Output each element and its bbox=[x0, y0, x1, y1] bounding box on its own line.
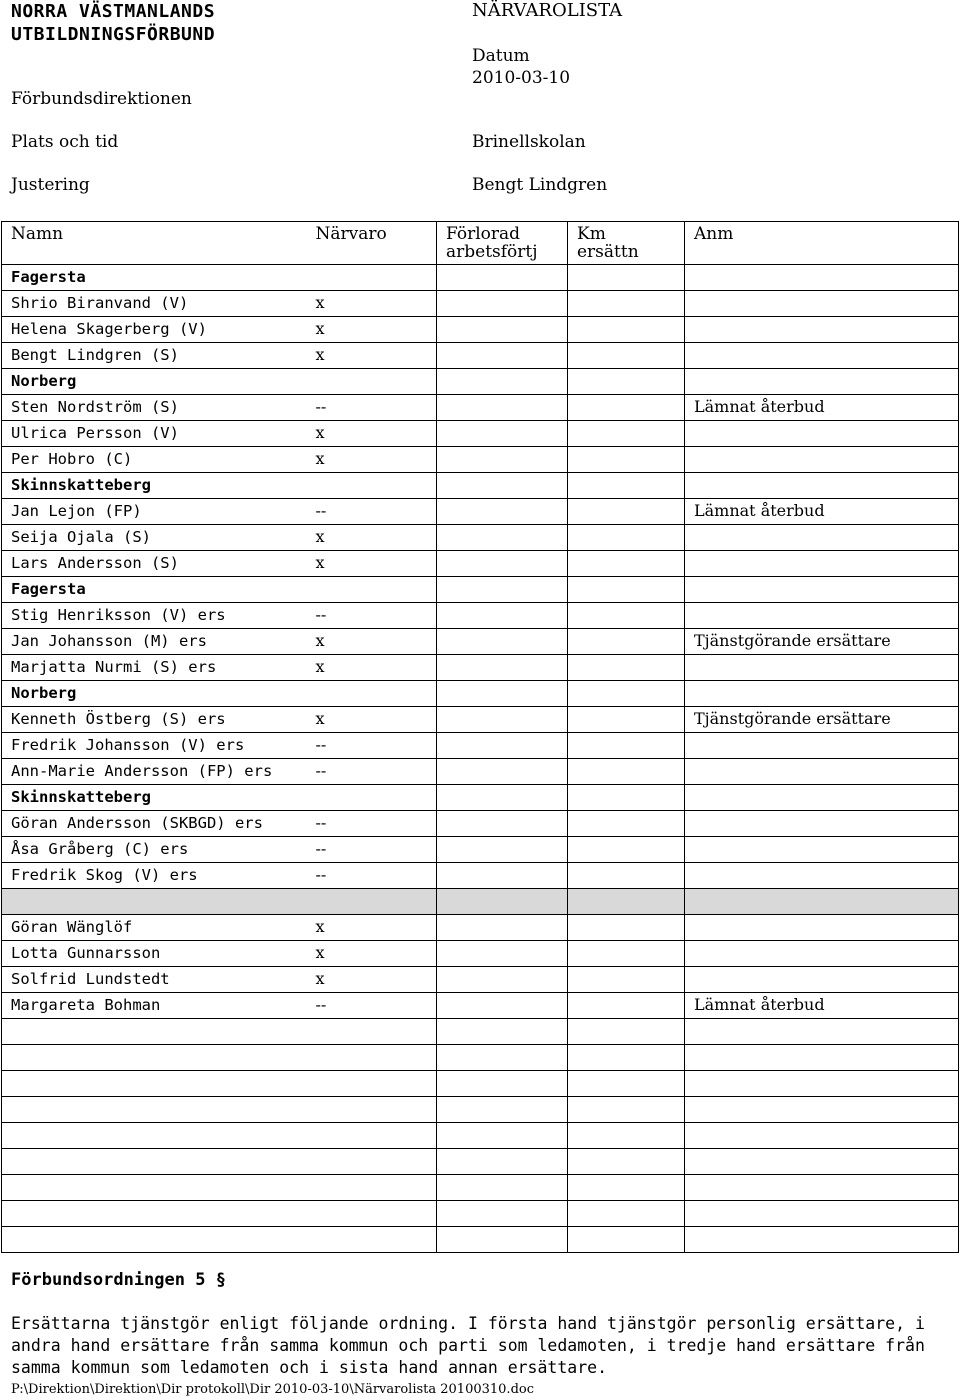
table-row bbox=[2, 291, 959, 317]
remarks-cell bbox=[685, 421, 959, 447]
mileage-cell bbox=[568, 967, 685, 993]
presence-cell bbox=[307, 681, 437, 707]
mileage-cell bbox=[568, 447, 685, 473]
mileage-cell bbox=[568, 707, 685, 733]
attendance-table-body bbox=[2, 222, 959, 1253]
lost-earnings-cell bbox=[437, 577, 568, 603]
presence-cell: x bbox=[307, 421, 437, 447]
mileage-cell bbox=[568, 421, 685, 447]
name-cell: Göran Andersson (SKBGD) ers bbox=[2, 811, 307, 837]
mileage-cell bbox=[568, 837, 685, 863]
rules-heading: Förbundsordningen 5 § bbox=[11, 1270, 226, 1290]
name-cell: Skinnskatteberg bbox=[2, 785, 307, 811]
lost-earnings-cell bbox=[437, 317, 568, 343]
presence-cell bbox=[307, 473, 437, 499]
presence-cell bbox=[307, 889, 437, 915]
remarks-cell: Tjänstgörande ersättare bbox=[685, 629, 959, 655]
remarks-cell bbox=[685, 759, 959, 785]
presence-cell bbox=[307, 1175, 437, 1201]
presence-cell bbox=[307, 1123, 437, 1149]
column-header-mileage-line-1: Km bbox=[577, 224, 606, 244]
remarks-cell bbox=[685, 655, 959, 681]
presence-cell: x bbox=[307, 525, 437, 551]
table-row bbox=[2, 811, 959, 837]
lost-earnings-cell bbox=[437, 837, 568, 863]
table-row bbox=[2, 1097, 959, 1123]
presence-cell: -- bbox=[307, 499, 437, 525]
lost-earnings-cell bbox=[437, 1097, 568, 1123]
mileage-cell bbox=[568, 759, 685, 785]
lost-earnings-cell bbox=[437, 759, 568, 785]
org-name-line-2: UTBILDNINGSFÖRBUND bbox=[11, 24, 216, 45]
presence-cell: -- bbox=[307, 993, 437, 1019]
lost-earnings-cell bbox=[437, 889, 568, 915]
lost-earnings-cell bbox=[437, 785, 568, 811]
presence-cell bbox=[307, 577, 437, 603]
remarks-cell bbox=[685, 1227, 959, 1253]
remarks-cell bbox=[685, 733, 959, 759]
presence-cell: x bbox=[307, 967, 437, 993]
name-cell: Solfrid Lundstedt bbox=[2, 967, 307, 993]
presence-cell bbox=[307, 1071, 437, 1097]
mileage-cell bbox=[568, 655, 685, 681]
mileage-cell bbox=[568, 993, 685, 1019]
presence-cell: x bbox=[307, 551, 437, 577]
name-cell: Fredrik Skog (V) ers bbox=[2, 863, 307, 889]
name-cell: Stig Henriksson (V) ers bbox=[2, 603, 307, 629]
lost-earnings-cell bbox=[437, 265, 568, 291]
name-cell bbox=[2, 1175, 307, 1201]
rules-text: Ersättarna tjänstgör enligt följande ordning. I första hand tjänstgör personlig ersättare, i andra hand ersättare från samma kommun och parti som ledamoten, i tredje hand ersättare från samma kommun som ledamoten och i sista hand annan ersättare. bbox=[11, 1314, 925, 1377]
remarks-cell bbox=[685, 551, 959, 577]
lost-earnings-cell bbox=[437, 863, 568, 889]
remarks-cell bbox=[685, 915, 959, 941]
lost-earnings-cell bbox=[437, 1019, 568, 1045]
name-cell: Åsa Gråberg (C) ers bbox=[2, 837, 307, 863]
presence-cell: x bbox=[307, 447, 437, 473]
name-cell: Skinnskatteberg bbox=[2, 473, 307, 499]
lost-earnings-cell bbox=[437, 551, 568, 577]
lost-earnings-cell bbox=[437, 993, 568, 1019]
table-row bbox=[2, 863, 959, 889]
remarks-cell bbox=[685, 1045, 959, 1071]
lost-earnings-cell bbox=[437, 1149, 568, 1175]
adjuster-label: Justering bbox=[11, 175, 90, 195]
name-cell: Norberg bbox=[2, 369, 307, 395]
table-row bbox=[2, 421, 959, 447]
remarks-cell bbox=[685, 265, 959, 291]
mileage-cell bbox=[568, 915, 685, 941]
remarks-cell: Lämnat återbud bbox=[685, 499, 959, 525]
name-cell: Per Hobro (C) bbox=[2, 447, 307, 473]
table-row bbox=[2, 317, 959, 343]
group-header-row bbox=[2, 681, 959, 707]
lost-earnings-cell bbox=[437, 525, 568, 551]
lost-earnings-cell bbox=[437, 343, 568, 369]
remarks-cell bbox=[685, 1123, 959, 1149]
mileage-cell bbox=[568, 1175, 685, 1201]
remarks-cell bbox=[685, 603, 959, 629]
group-header-row bbox=[2, 473, 959, 499]
table-row bbox=[2, 551, 959, 577]
mileage-cell bbox=[568, 525, 685, 551]
mileage-cell bbox=[568, 811, 685, 837]
table-row bbox=[2, 343, 959, 369]
lost-earnings-cell bbox=[437, 707, 568, 733]
mileage-cell bbox=[568, 1201, 685, 1227]
name-cell: Lotta Gunnarsson bbox=[2, 941, 307, 967]
lost-earnings-cell bbox=[437, 1201, 568, 1227]
presence-cell: x bbox=[307, 655, 437, 681]
presence-cell: -- bbox=[307, 395, 437, 421]
table-row bbox=[2, 941, 959, 967]
mileage-cell bbox=[568, 629, 685, 655]
name-cell: Göran Wänglöf bbox=[2, 915, 307, 941]
lost-earnings-cell bbox=[437, 291, 568, 317]
lost-earnings-cell bbox=[437, 629, 568, 655]
table-row bbox=[2, 655, 959, 681]
name-cell bbox=[2, 1071, 307, 1097]
remarks-cell bbox=[685, 785, 959, 811]
mileage-cell bbox=[568, 889, 685, 915]
column-header-lost-earnings-line-2: arbetsförtj bbox=[446, 242, 538, 262]
remarks-cell bbox=[685, 811, 959, 837]
lost-earnings-cell bbox=[437, 1045, 568, 1071]
name-cell: Lars Andersson (S) bbox=[2, 551, 307, 577]
presence-cell bbox=[307, 1045, 437, 1071]
remarks-cell bbox=[685, 343, 959, 369]
attendance-table bbox=[1, 221, 959, 1253]
body-name: Förbundsdirektionen bbox=[11, 89, 192, 109]
presence-cell bbox=[307, 369, 437, 395]
remarks-cell: Lämnat återbud bbox=[685, 993, 959, 1019]
mileage-cell bbox=[568, 681, 685, 707]
presence-cell: -- bbox=[307, 733, 437, 759]
presence-cell bbox=[307, 1227, 437, 1253]
lost-earnings-cell bbox=[437, 941, 568, 967]
table-header-row bbox=[2, 222, 959, 265]
document-title: NÄRVAROLISTA bbox=[472, 0, 623, 21]
table-row bbox=[2, 1201, 959, 1227]
mileage-cell bbox=[568, 1097, 685, 1123]
remarks-cell bbox=[685, 369, 959, 395]
name-cell: Jan Lejon (FP) bbox=[2, 499, 307, 525]
table-row bbox=[2, 1019, 959, 1045]
lost-earnings-cell bbox=[437, 915, 568, 941]
name-cell: Kenneth Östberg (S) ers bbox=[2, 707, 307, 733]
lost-earnings-cell bbox=[437, 369, 568, 395]
org-name-line-1: NORRA VÄSTMANLANDS bbox=[11, 1, 216, 22]
lost-earnings-cell bbox=[437, 603, 568, 629]
lost-earnings-cell bbox=[437, 733, 568, 759]
table-row bbox=[2, 603, 959, 629]
mileage-cell bbox=[568, 265, 685, 291]
mileage-cell bbox=[568, 369, 685, 395]
name-cell bbox=[2, 1097, 307, 1123]
remarks-cell bbox=[685, 473, 959, 499]
table-row bbox=[2, 707, 959, 733]
table-row bbox=[2, 1045, 959, 1071]
presence-cell bbox=[307, 1201, 437, 1227]
remarks-cell bbox=[685, 1175, 959, 1201]
presence-cell bbox=[307, 785, 437, 811]
remarks-cell bbox=[685, 1019, 959, 1045]
name-cell bbox=[2, 1227, 307, 1253]
remarks-cell bbox=[685, 681, 959, 707]
lost-earnings-cell bbox=[437, 447, 568, 473]
presence-cell bbox=[307, 265, 437, 291]
remarks-cell bbox=[685, 317, 959, 343]
remarks-cell: Lämnat återbud bbox=[685, 395, 959, 421]
group-header-row bbox=[2, 369, 959, 395]
name-cell: Jan Johansson (M) ers bbox=[2, 629, 307, 655]
table-row bbox=[2, 759, 959, 785]
mileage-cell bbox=[568, 1045, 685, 1071]
table-row bbox=[2, 1175, 959, 1201]
remarks-cell bbox=[685, 941, 959, 967]
presence-cell: x bbox=[307, 343, 437, 369]
name-cell: Norberg bbox=[2, 681, 307, 707]
remarks-cell bbox=[685, 577, 959, 603]
table-row bbox=[2, 1227, 959, 1253]
lost-earnings-cell bbox=[437, 395, 568, 421]
mileage-cell bbox=[568, 733, 685, 759]
lost-earnings-cell bbox=[437, 473, 568, 499]
name-cell: Shrio Biranvand (V) bbox=[2, 291, 307, 317]
table-row bbox=[2, 915, 959, 941]
lost-earnings-cell bbox=[437, 1175, 568, 1201]
remarks-cell bbox=[685, 525, 959, 551]
column-header-mileage-line-2: ersättn bbox=[577, 242, 639, 262]
remarks-cell bbox=[685, 837, 959, 863]
name-cell bbox=[2, 889, 307, 915]
lost-earnings-cell bbox=[437, 681, 568, 707]
mileage-cell bbox=[568, 1071, 685, 1097]
column-header-remarks: Anm bbox=[685, 222, 959, 265]
table-row bbox=[2, 525, 959, 551]
remarks-cell bbox=[685, 967, 959, 993]
presence-cell: x bbox=[307, 291, 437, 317]
table-row bbox=[2, 967, 959, 993]
table-row bbox=[2, 1071, 959, 1097]
presence-cell: -- bbox=[307, 837, 437, 863]
table-row bbox=[2, 395, 959, 421]
name-cell: Ulrica Persson (V) bbox=[2, 421, 307, 447]
lost-earnings-cell bbox=[437, 1123, 568, 1149]
mileage-cell bbox=[568, 1123, 685, 1149]
lost-earnings-cell bbox=[437, 421, 568, 447]
presence-cell: x bbox=[307, 707, 437, 733]
name-cell: Seija Ojala (S) bbox=[2, 525, 307, 551]
table-row bbox=[2, 1123, 959, 1149]
presence-cell: -- bbox=[307, 811, 437, 837]
lost-earnings-cell bbox=[437, 811, 568, 837]
adjuster-value: Bengt Lindgren bbox=[472, 175, 608, 195]
place-time-label: Plats och tid bbox=[11, 132, 119, 152]
mileage-cell bbox=[568, 291, 685, 317]
footer-file-path: P:\Direktion\Direktion\Dir protokoll\Dir 2010-03-10\Närvarolista 20100310.doc bbox=[11, 1382, 534, 1397]
group-header-row bbox=[2, 265, 959, 291]
lost-earnings-cell bbox=[437, 967, 568, 993]
lost-earnings-cell bbox=[437, 655, 568, 681]
column-header-name: Namn bbox=[2, 222, 307, 265]
table-row bbox=[2, 447, 959, 473]
table-row bbox=[2, 499, 959, 525]
name-cell: Fagersta bbox=[2, 265, 307, 291]
remarks-cell: Tjänstgörande ersättare bbox=[685, 707, 959, 733]
table-row bbox=[2, 1149, 959, 1175]
column-header-presence: Närvaro bbox=[307, 222, 437, 265]
column-header-lost-earnings bbox=[437, 222, 568, 265]
mileage-cell bbox=[568, 603, 685, 629]
mileage-cell bbox=[568, 1227, 685, 1253]
remarks-cell bbox=[685, 447, 959, 473]
lost-earnings-cell bbox=[437, 499, 568, 525]
lost-earnings-cell bbox=[437, 1227, 568, 1253]
name-cell bbox=[2, 1045, 307, 1071]
name-cell bbox=[2, 1149, 307, 1175]
table-row bbox=[2, 733, 959, 759]
table-row bbox=[2, 837, 959, 863]
organization-name bbox=[11, 0, 215, 46]
remarks-cell bbox=[685, 1201, 959, 1227]
column-header-mileage bbox=[568, 222, 685, 265]
mileage-cell bbox=[568, 473, 685, 499]
name-cell bbox=[2, 1019, 307, 1045]
name-cell: Fredrik Johansson (V) ers bbox=[2, 733, 307, 759]
presence-cell bbox=[307, 1019, 437, 1045]
mileage-cell bbox=[568, 499, 685, 525]
mileage-cell bbox=[568, 863, 685, 889]
name-cell: Ann-Marie Andersson (FP) ers bbox=[2, 759, 307, 785]
presence-cell: x bbox=[307, 317, 437, 343]
remarks-cell bbox=[685, 889, 959, 915]
presence-cell: -- bbox=[307, 759, 437, 785]
name-cell bbox=[2, 1201, 307, 1227]
name-cell bbox=[2, 1123, 307, 1149]
presence-cell: -- bbox=[307, 863, 437, 889]
remarks-cell bbox=[685, 291, 959, 317]
table-row bbox=[2, 889, 959, 915]
group-header-row bbox=[2, 577, 959, 603]
name-cell: Marjatta Nurmi (S) ers bbox=[2, 655, 307, 681]
mileage-cell bbox=[568, 941, 685, 967]
lost-earnings-cell bbox=[437, 1071, 568, 1097]
presence-cell bbox=[307, 1149, 437, 1175]
mileage-cell bbox=[568, 343, 685, 369]
presence-cell: -- bbox=[307, 603, 437, 629]
presence-cell: x bbox=[307, 629, 437, 655]
mileage-cell bbox=[568, 317, 685, 343]
presence-cell: x bbox=[307, 941, 437, 967]
name-cell: Bengt Lindgren (S) bbox=[2, 343, 307, 369]
remarks-cell bbox=[685, 863, 959, 889]
mileage-cell bbox=[568, 395, 685, 421]
name-cell: Margareta Bohman bbox=[2, 993, 307, 1019]
remarks-cell bbox=[685, 1149, 959, 1175]
table-row bbox=[2, 993, 959, 1019]
name-cell: Sten Nordström (S) bbox=[2, 395, 307, 421]
date-label: Datum bbox=[472, 46, 530, 66]
name-cell: Fagersta bbox=[2, 577, 307, 603]
mileage-cell bbox=[568, 1149, 685, 1175]
mileage-cell bbox=[568, 1019, 685, 1045]
group-header-row bbox=[2, 785, 959, 811]
remarks-cell bbox=[685, 1071, 959, 1097]
presence-cell bbox=[307, 1097, 437, 1123]
mileage-cell bbox=[568, 785, 685, 811]
name-cell: Helena Skagerberg (V) bbox=[2, 317, 307, 343]
remarks-cell bbox=[685, 1097, 959, 1123]
mileage-cell bbox=[568, 551, 685, 577]
presence-cell: x bbox=[307, 915, 437, 941]
place-time-value: Brinellskolan bbox=[472, 132, 586, 152]
table-row bbox=[2, 629, 959, 655]
date-value: 2010-03-10 bbox=[472, 68, 571, 88]
column-header-lost-earnings-line-1: Förlorad bbox=[446, 224, 521, 244]
mileage-cell bbox=[568, 577, 685, 603]
